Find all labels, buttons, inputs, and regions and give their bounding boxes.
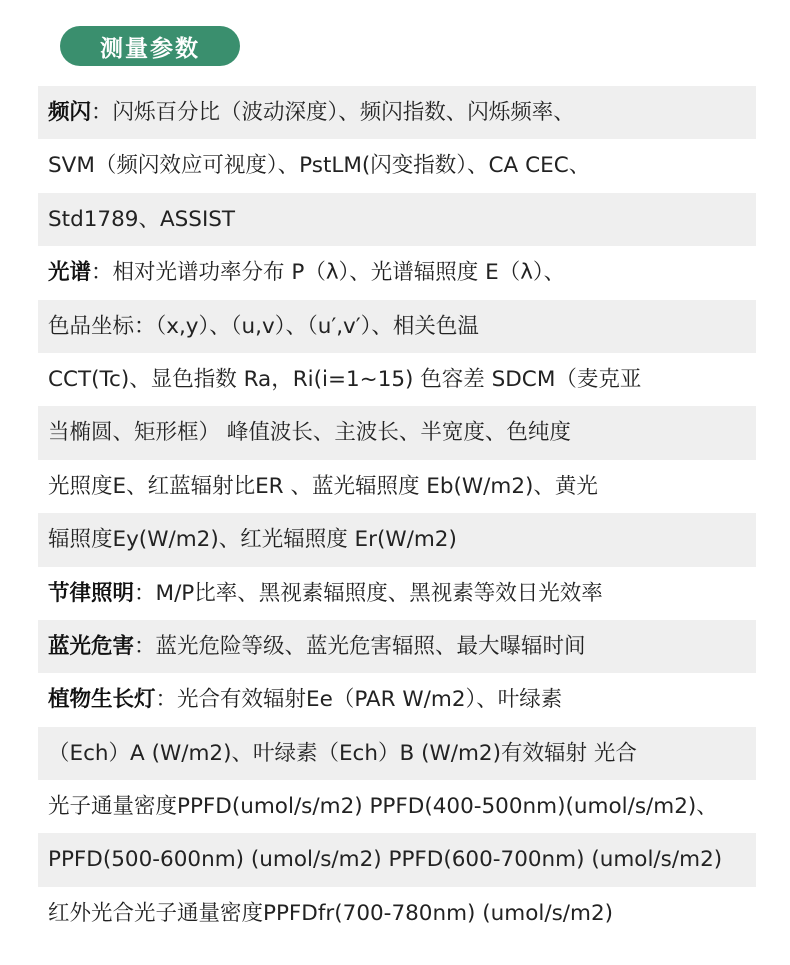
row-text: ：蓝光危险等级、蓝光危害辐照、最大曝辐时间 xyxy=(134,633,586,659)
param-row xyxy=(38,887,756,940)
row-label: 蓝光危害 xyxy=(48,633,135,659)
param-row xyxy=(38,353,756,406)
param-row xyxy=(38,193,756,246)
param-row xyxy=(38,139,756,192)
param-row xyxy=(38,513,756,566)
param-row xyxy=(38,780,756,833)
row-text: 光子通量密度PPFD(umol/s/m2) PPFD(400-500nm)(umol/s/m2)、 xyxy=(48,794,718,820)
row-text: SVM（频闪效应可视度）、PstLM(闪变指数）、CA CEC、 xyxy=(48,153,591,179)
row-text: 当椭圆、矩形框） 峰值波长、主波长、半宽度、色纯度 xyxy=(48,420,571,446)
param-row-flicker xyxy=(38,86,756,139)
row-text: ：M/P比率、黑视素辐照度、黑视素等效日光效率 xyxy=(134,580,603,606)
row-text: 辐照度Ey(W/m2)、红光辐照度 Er(W/m2) xyxy=(48,527,457,553)
row-text: ：光合有效辐射Ee（PAR W/m2）、叶绿素 xyxy=(155,687,563,713)
row-label: 频闪 xyxy=(48,100,92,125)
row-text: 光照度E、红蓝辐射比ER 、蓝光辐照度 Eb(W/m2)、黄光 xyxy=(48,473,598,499)
param-row-spectrum xyxy=(38,246,756,299)
row-text: （Ech）A (W/m2)、叶绿素（Ech）B (W/m2)有效辐射 光合 xyxy=(48,740,637,766)
row-label: 节律照明 xyxy=(48,580,135,606)
param-row xyxy=(38,406,756,459)
param-row-blue-light-hazard xyxy=(38,620,756,673)
row-text: ：相对光谱功率分布 P（λ）、光谱辐照度 E（λ）、 xyxy=(91,260,566,286)
param-row-plant-lighting xyxy=(38,673,756,726)
row-label: 植物生长灯 xyxy=(48,687,156,713)
row-text: CCT(Tc)、显色指数 Ra，Ri(i=1~15) 色容差 SDCM（麦克亚 xyxy=(48,366,642,392)
row-text: 红外光合光子通量密度PPFDfr(700-780nm) (umol/s/m2) xyxy=(48,900,614,926)
row-text: PPFD(500-600nm) (umol/s/m2) PPFD(600-700nm) (umol/s/m2) xyxy=(48,847,723,873)
param-row xyxy=(38,833,756,886)
param-row xyxy=(38,300,756,353)
row-text: ：闪烁百分比（波动深度）、频闪指数、闪烁频率、 xyxy=(91,100,575,125)
param-row-circadian xyxy=(38,567,756,620)
row-text: 色品坐标：（x,y）、（u,v）、（u′,v′）、相关色温 xyxy=(48,313,479,339)
parameter-list xyxy=(38,86,756,940)
row-label: 光谱 xyxy=(48,260,92,286)
param-row xyxy=(38,460,756,513)
section-title-pill: 测量参数 xyxy=(60,26,240,66)
param-row xyxy=(38,727,756,780)
row-text: Std1789、ASSIST xyxy=(48,206,236,232)
